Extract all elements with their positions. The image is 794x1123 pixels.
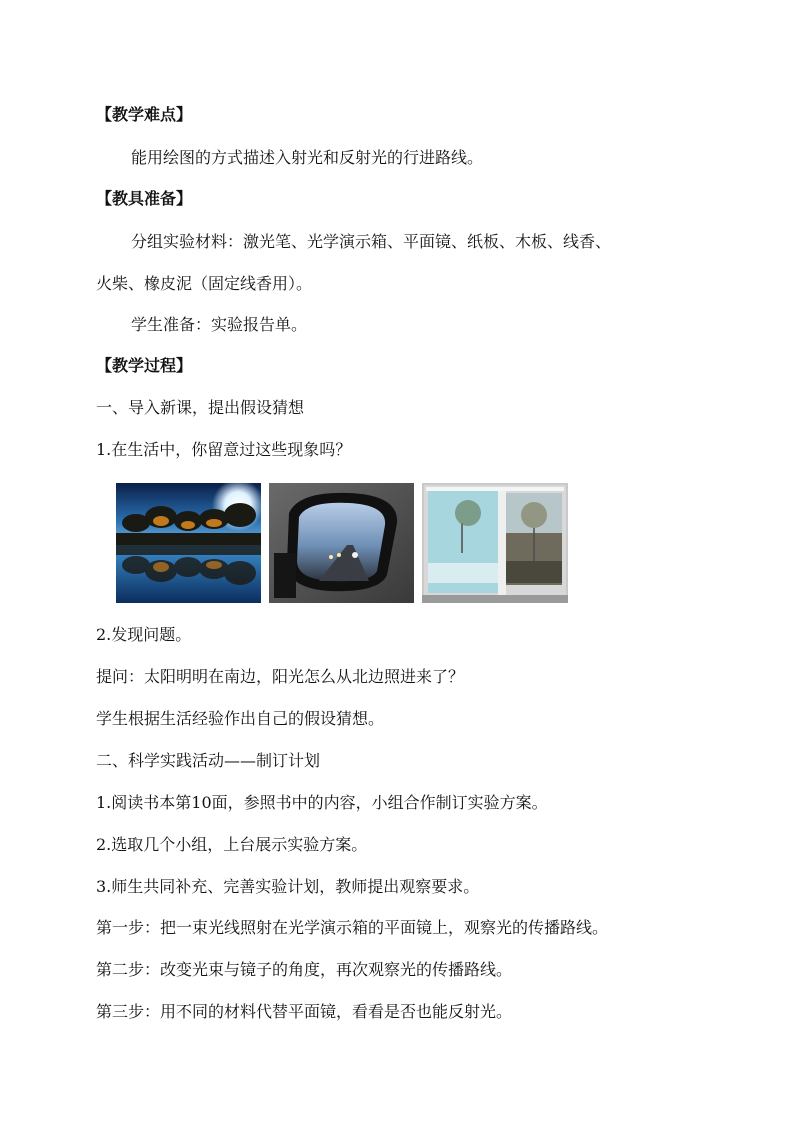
part1-title: 一、导入新课，提出假设猜想	[96, 398, 305, 417]
question-text: 提问：太阳明明在南边，阳光怎么从北边照进来了？	[96, 667, 465, 686]
step-three: 第三步：用不同的材料代替平面镜，看看是否也能反射光。	[96, 1002, 513, 1021]
difficulty-text: 能用绘图的方式描述入射光和反射光的行进路线。	[131, 148, 484, 167]
part2-title: 二、科学实践活动——制订计划	[96, 751, 321, 770]
student-preparation: 学生准备：实验报告单。	[131, 315, 308, 334]
part1-item1: 1.在生活中，你留意过这些现象吗？	[96, 440, 352, 459]
heading-teaching-materials: 【教具准备】	[96, 189, 193, 208]
lake-reflection-photo	[116, 483, 261, 603]
part1-item2: 2.发现问题。	[96, 625, 192, 644]
part2-item1: 1.阅读书本第10面，参照书中的内容，小组合作制订实验方案。	[96, 793, 548, 812]
group-materials-line1: 分组实验材料：激光笔、光学演示箱、平面镜、纸板、木板、线香、	[131, 232, 612, 251]
group-materials-line2: 火柴、橡皮泥（固定线香用）。	[96, 274, 313, 293]
part2-item2: 2.选取几个小组，上台展示实验方案。	[96, 835, 368, 854]
car-mirror-photo	[269, 483, 414, 603]
photo-row	[116, 483, 568, 603]
heading-teaching-difficulty: 【教学难点】	[96, 105, 193, 124]
step-one: 第一步：把一束光线照射在光学演示箱的平面镜上，观察光的传播路线。	[96, 918, 609, 937]
heading-teaching-process: 【教学过程】	[96, 356, 193, 375]
student-guess: 学生根据生活经验作出自己的假设猜想。	[96, 709, 385, 728]
step-two: 第二步：改变光束与镜子的角度，再次观察光的传播路线。	[96, 960, 513, 979]
window-reflection-photo	[422, 483, 568, 603]
part2-item3: 3.师生共同补充、完善实验计划，教师提出观察要求。	[96, 877, 480, 896]
